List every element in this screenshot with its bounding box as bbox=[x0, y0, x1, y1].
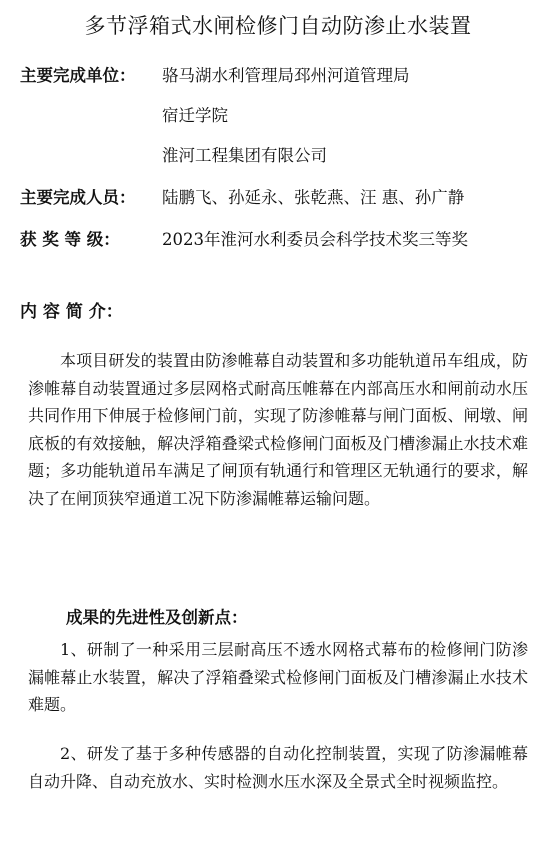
units-row-2 bbox=[20, 104, 550, 128]
innovation-heading: 成果的先进性及创新点： bbox=[66, 608, 248, 627]
innovation-point: 1、研制了一种采用三层耐高压不透水网格式幕布的检修闸门防渗漏帷幕止水装置，解决了浮箱叠梁式检修闸门面板及门槽渗漏止水技术难题。 bbox=[28, 640, 528, 715]
units-row-3 bbox=[20, 144, 550, 168]
award-row bbox=[20, 228, 550, 252]
award-label: 获 奖 等 级： bbox=[20, 230, 120, 249]
unit-item: 淮河工程集团有限公司 bbox=[162, 146, 327, 165]
people-label: 主要完成人员： bbox=[20, 188, 136, 207]
innovation-point: 2、研发了基于多种传感器的自动化控制装置，实现了防渗漏帷幕自动升降、自动充放水、实时检测水压水深及全景式全时视频监控。 bbox=[28, 744, 528, 791]
unit-item: 骆马湖水利管理局邳州河道管理局 bbox=[162, 66, 410, 85]
unit-item: 宿迁学院 bbox=[162, 106, 228, 125]
summary-label: 内 容 简 介： bbox=[20, 302, 123, 322]
document-title: 多节浮箱式水闸检修门自动防渗止水装置 bbox=[84, 14, 472, 38]
units-row bbox=[20, 64, 550, 88]
people-row bbox=[20, 186, 550, 210]
summary-paragraph: 本项目研发的装置由防渗帷幕自动装置和多功能轨道吊车组成，防渗帷幕自动装置通过多层网格式耐高压帷幕在内部高压水和闸前动水压共同作用下伸展于检修闸门前，实现了防渗帷幕与闸门面板、闸墩、闸底板的有效接触，解决浮箱叠梁式检修闸门面板及门槽渗漏止水技术难题；多功能轨道吊车满足了闸顶有轨通行和管理区无轨通行的要求，解决了在闸顶狭窄通道工况下防渗漏帷幕运输问题。 bbox=[28, 351, 528, 508]
award-value: 2023年淮河水利委员会科学技术奖三等奖 bbox=[162, 230, 468, 249]
people-value: 陆鹏飞、孙延永、张乾燕、汪 惠、孙广静 bbox=[162, 188, 465, 207]
units-label: 主要完成单位： bbox=[20, 66, 136, 85]
